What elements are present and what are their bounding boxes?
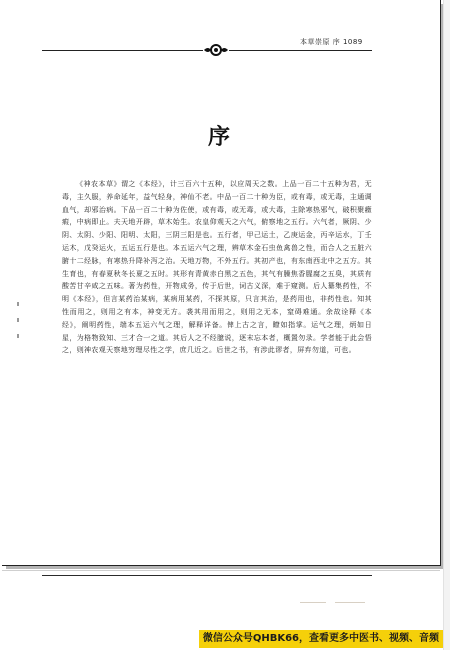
chapter-title: 序: [207, 124, 230, 150]
scan-mark: [300, 602, 326, 603]
next-page-header-rule: [42, 575, 372, 576]
header-ornament-icon: [203, 43, 229, 57]
scrollbar[interactable]: [443, 0, 450, 650]
page-shadow-bottom: [6, 566, 444, 569]
watermark-banner: 微信公众号QHBK66，查看更多中医书、视频、音频: [199, 630, 443, 648]
running-header-title: 本草崇原 序 1089: [300, 38, 363, 46]
margin-mark: [17, 334, 19, 338]
scan-mark: [335, 602, 365, 603]
margin-mark: [17, 318, 19, 322]
body-text: [62, 178, 372, 357]
paragraph: 《神农本草》谓之《本经》，计三百六十五种，以应周天之数。上品一百二十五种为君，无毒，主久服，养命延年，益气轻身，神仙不老。中品一百二十种为臣，或有毒，或无毒，主通调血气，却邪治病。下品一百二十种为佐使，或有毒，或无毒，或大毒，主除寒热邪气，破积聚癥瘕，中病即止。夫天地开辟，草木始生。农皇仰观天之六气，俯察地之五行。六气者，厥阴、少阴、太阴、少阳、阳明、太阳，三阴三阳是也。五行者，甲己运土，乙庚运金，丙辛运水，丁壬运木，戊癸运火，五运五行是也。本五运六气之理，辨草木金石虫鱼禽兽之性，而合人之五脏六腑十二经脉，有寒热升降补泻之治。天地万物，不外五行。其初产也，有东南西北中之五方。其生育也，有春夏秋冬长夏之五时。其形有青黄赤白黑之五色，其气有臊焦香腥腐之五臭，其质有酸苦甘辛咸之五味。著为药性，开物成务，传于后世，词古义深，难于窥测。后人纂集药性，不明《本经》，但言某药治某病，某病用某药，不探其原，只言其治，是药用也，非药性也。知其性而用之，则用之有本，神变无方。袭其用而用之，则用之无本，窒碍难通。余故诠释《本经》，阐明药性，端本五运六气之理，解释详备。俾上古之言，瞭如指掌。运气之理，炳如日星，为格物致知、三才合一之道。其后人之不经臆说，逐末忘本者，概置勿录。学者能于此会悟之，则神农观天察地穷理尽性之学，庶几近之。后世之书，有涉此谬者，屏弃勿道，可也。: [62, 180, 372, 355]
margin-mark: [17, 302, 19, 306]
